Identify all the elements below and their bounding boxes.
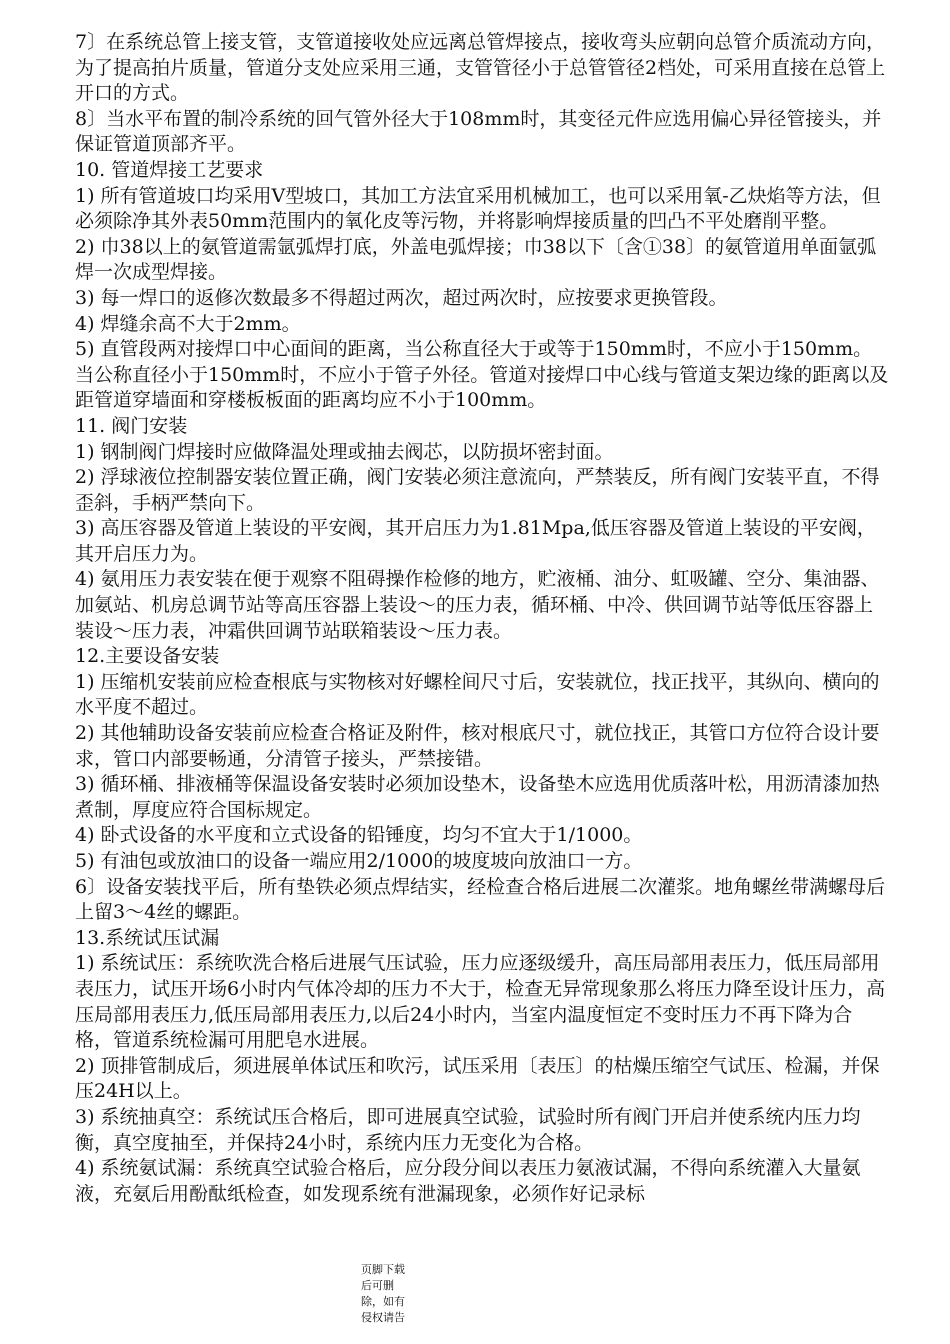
paragraph: 7〕在系统总管上接支管，支管道接收处应远离总管焊接点，接收弯头应朝向总管介质流动方向，为了提高拍片质量，管道分支处应采用三通，支管管径小于总管管径2档处，可采用直接在总管上开口的方式。: [75, 31, 886, 105]
paragraph: 1) 钢制阀门焊接时应做降温处理或抽去阀芯，以防损坏密封面。: [75, 440, 614, 463]
paragraph: 4) 系统氨试漏：系统真空试验合格后，应分段分间以表压力氨液试漏，不得向系统灌入大量氨液，充氨后用酚酞纸检查，如发现系统有泄漏现象，必须作好记录标: [75, 1157, 861, 1205]
paragraph: 1) 压缩机安装前应检查根底与实物核对好螺栓间尺寸后，安装就位，找正找平，其纵向、横向的水平度不超过。: [75, 670, 880, 719]
paragraph: 2) 巾38以上的氨管道需氩弧焊打底，外盖电弧焊接；巾38以下〔含①38〕的氨管道用单面氩弧焊一次成型焊接。: [75, 235, 877, 284]
paragraph: 3) 高压容器及管道上装设的平安阀，其开启压力为1.81Mpa,低压容器及管道上装设的平安阀，其开启压力为。: [75, 517, 876, 565]
section-heading: 12.主要设备安装: [75, 645, 220, 668]
paragraph: 5) 直管段两对接焊口中心面间的距离，当公称直径大于或等于150mm时，不应小于150mm。当公称直径小于150mm时，不应小于管子外径。管道对接焊口中心线与管道支架边缘的距离以及距管道穿墙面和穿楼板板面的距离均应不小于100mm。: [75, 338, 889, 412]
document-body: [75, 30, 890, 1207]
section-heading: 10. 管道焊接工艺要求: [75, 158, 264, 181]
paragraph: 2) 浮球液位控制器安装位置正确，阀门安装必须注意流向，严禁装反，所有阀门安装平直，不得歪斜，手柄严禁向下。: [75, 466, 880, 514]
paragraph: 6〕设备安装找平后，所有垫铁必须点焊结实，经检查合格后进展二次灌浆。地角螺丝带满螺母后上留3〜4丝的螺距。: [75, 875, 886, 924]
section-heading: 11. 阀门安装: [75, 414, 188, 437]
paragraph: 3) 系统抽真空：系统试压合格后，即可进展真空试验，试验时所有阀门开启并使系统内压力均衡，真空度抽至，并保持24小时，系统内压力无变化为合格。: [75, 1105, 861, 1154]
paragraph: 1) 所有管道坡口均采用V型坡口，其加工方法宜采用机械加工，也可以采用氧-乙炔焰等方法，但必须除净其外表50mm范围内的氧化皮等污物，并将影响焊接质量的凹凸不平处磨削平整。: [75, 184, 881, 233]
paragraph: 3) 每一焊口的返修次数最多不得超过两次，超过两次时，应按要求更换管段。: [75, 286, 728, 309]
paragraph: 4) 焊缝余高不大于2mm。: [75, 312, 301, 335]
paragraph: 3) 循环桶、排液桶等保温设备安装时必须加设垫木，设备垫木应选用优质落叶松，用沥清漆加热煮制，厚度应符合国标规定。: [75, 773, 880, 821]
paragraph: 4) 卧式设备的水平度和立式设备的铅锤度，均匀不宜大于1/1000。: [75, 824, 643, 847]
footer-note: 页脚下载后可删除，如有侵权请告: [361, 1263, 405, 1324]
paragraph: 5) 有油包或放油口的设备一端应用2/1000的坡度坡向放油口一方。: [75, 850, 643, 872]
paragraph: 8〕当水平布置的制冷系统的回气管外径大于108mm时，其变径元件应选用偏心异径管接头，并保证管道顶部齐平。: [75, 107, 882, 156]
paragraph: 2) 其他辅助设备安装前应检查合格证及附件，核对根底尺寸，就位找正，其管口方位符合设计要求，管口内部要畅通，分清管子接头，严禁接错。: [75, 722, 880, 770]
paragraph: 4) 氨用压力表安装在便于观察不阻碍操作检修的地方，贮液桶、油分、虹吸罐、空分、集油器、加氨站、机房总调节站等高压容器上装设〜的压力表，循环桶、中冷、供回调节站等低压容器上装设〜压力表，冲霜供回调节站联箱装设〜压力表。: [75, 568, 880, 642]
section-heading: 13.系统试压试漏: [75, 926, 220, 949]
paragraph: 1) 系统试压：系统吹洗合格后进展气压试验，压力应逐级缓升，高压局部用表压力，低压局部用表压力，试压开场6小时内气体冷却的压力不大于，检查无异常现象那么将压力降至设计压力，高压局部用表压力,低压局部用表压力,以后24小时内，当室内温度恒定不变时压力不再下降为合格，管道系统检漏可用肥皂水进展。: [75, 952, 886, 1052]
paragraph: 2) 顶排管制成后，须进展单体试压和吹污，试压采用〔表压〕的枯燥压缩空气试压、检漏，并保压24H以上。: [75, 1054, 880, 1103]
